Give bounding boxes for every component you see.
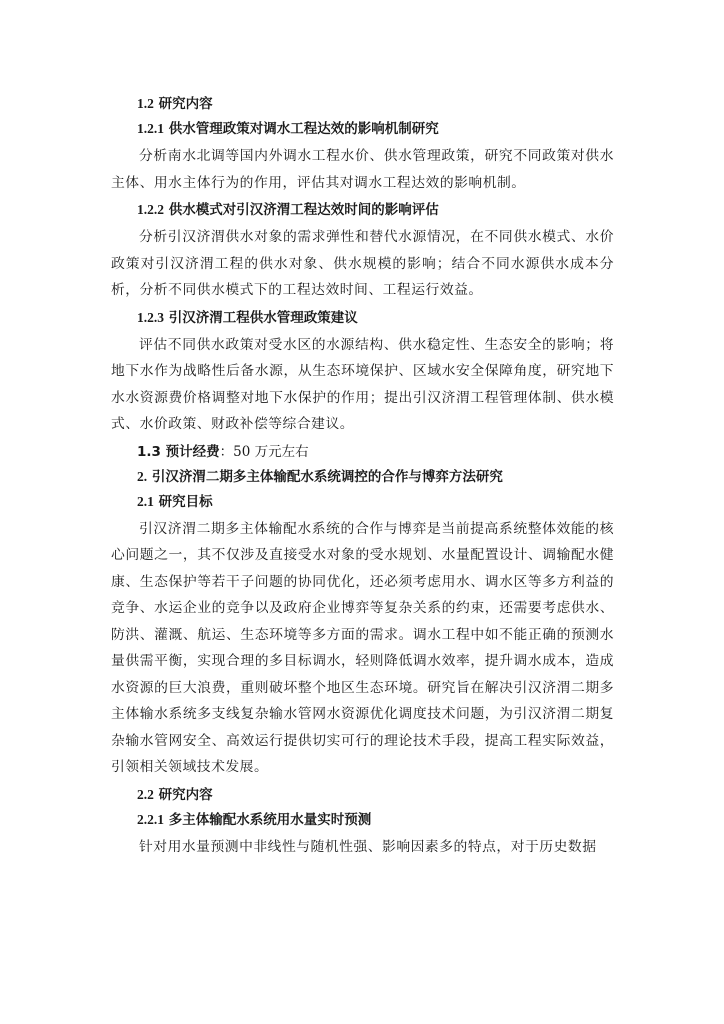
paragraph-2-1: 引汉济渭二期多主体输配水系统的合作与博弈是当前提高系统整体效能的核心问题之一，其不仅涉及直接受水对象的受水规划、水量配置设计、调输配水健康、生态保护等若干子问题的协同优化，还必须考虑用水、调水区等多方利益的竞争、水运企业的竞争以及政府企业博弈等复杂关系的约束，还需要考虑供水、防洪、灌溉、航运、生态环境等多方面的需求。调水工程中如不能正确的预测水量供需平衡，实现合理的多目标调水，轻则降低调水效率，提升调水成本，造成水资源的巨大浪费，重则破坏整个地区生态环境。研究旨在解决引汉济渭二期多主体输水系统多支线复杂输水管网水资源优化调度技术问题，为引汉济渭二期复杂输水管网安全、高效运行提供切实可行的理论技术手段，提高工程实际效益，引领相关领域技术发展。 <box>111 520 614 775</box>
heading-2-2-1: 2.2.1 多主体输配水系统用水量实时预测 <box>137 811 372 828</box>
heading-1-2-1: 1.2.1 供水管理政策对调水工程达效的影响机制研究 <box>137 121 439 137</box>
heading-2-2: 2.2 研究内容 <box>137 786 213 803</box>
budget-line <box>137 441 614 463</box>
heading-2: 2. 引汉济渭二期多主体输配水系统调控的合作与博弈方法研究 <box>137 468 503 485</box>
budget-value: ：50 万元左右 <box>219 443 309 460</box>
paragraph-2-2-1: 针对用水量预测中非线性与随机性强、影响因素多的特点，对于历史数据 <box>139 838 597 855</box>
heading-1-2-2: 1.2.2 供水模式对引汉济渭工程达效时间的影响评估 <box>137 202 439 218</box>
paragraph-1-2-1: 分析南水北调等国内外调水工程水价、供水管理政策，研究不同政策对供水主体、用水主体行为的作用，评估其对调水工程达效的影响机制。 <box>111 148 614 191</box>
paragraph-1-2-3: 评估不同供水政策对受水区的水源结构、供水稳定性、生态安全的影响；将地下水作为战略性后备水源，从生态环境保护、区域水安全保障角度，研究地下水水资源费价格调整对地下水保护的作用；提出引汉济渭工程管理体制、供水模式、水价政策、财政补偿等综合建议。 <box>111 336 614 432</box>
budget-label: 1.3 预计经费 <box>137 443 220 460</box>
heading-2-1: 2.1 研究目标 <box>137 493 213 510</box>
heading-1-2-3: 1.2.3 引汉济渭工程供水管理政策建议 <box>137 309 358 326</box>
paragraph-1-2-2: 分析引汉济渭供水对象的需求弹性和替代水源情况，在不同供水模式、水价政策对引汉济渭工程的供水对象、供水规模的影响；结合不同水源供水成本分析，分析不同供水模式下的工程达效时间、工程运行效益。 <box>111 229 614 298</box>
heading-1-2: 1.2 研究内容 <box>137 96 213 112</box>
document-body <box>111 90 614 860</box>
